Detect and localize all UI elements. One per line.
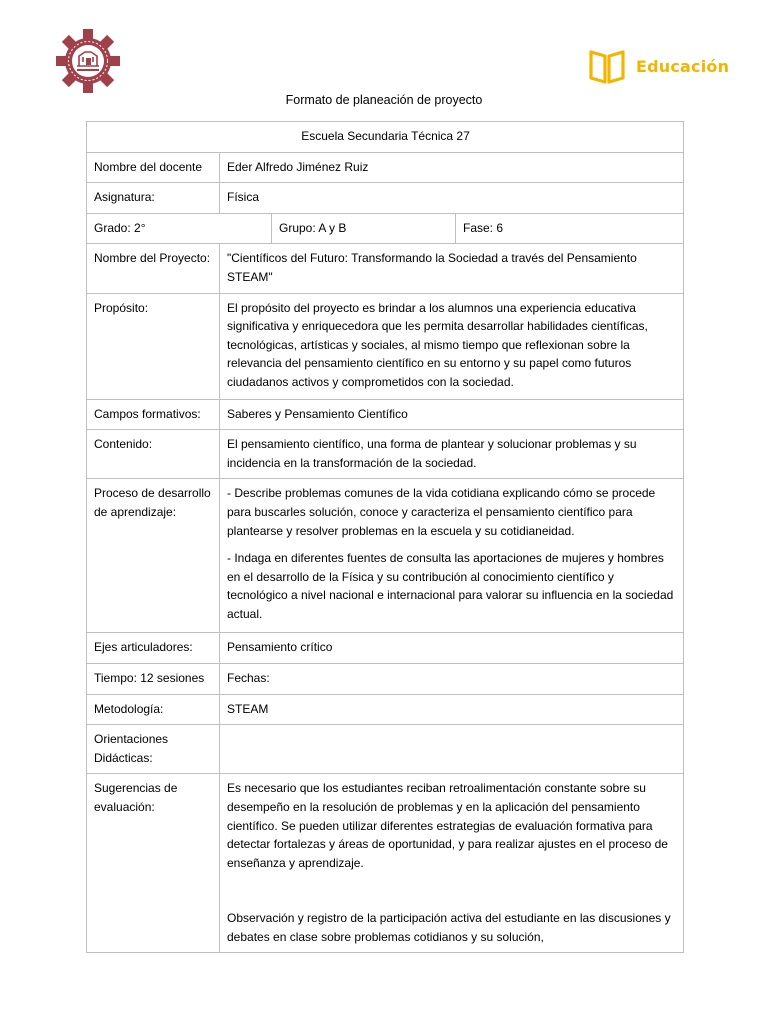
contenido-value: El pensamiento científico, una forma de plantear y solucionar problemas y su incidencia en la transformación de la sociedad.: [220, 430, 684, 479]
school-name: Escuela Secundaria Técnica 27: [87, 122, 684, 153]
proyecto-label: Nombre del Proyecto:: [87, 244, 220, 293]
proposito-label: Propósito:: [87, 293, 220, 399]
planning-table: [86, 121, 684, 953]
fase-cell: Fase: 6: [456, 213, 684, 244]
ejes-value: Pensamiento crítico: [220, 633, 684, 664]
document-title: Formato de planeación de proyecto: [285, 93, 483, 107]
metodologia-label: Metodología:: [87, 694, 220, 725]
open-book-icon: [588, 47, 626, 85]
brand-text: Educación: [636, 56, 730, 76]
proceso-value: [220, 479, 684, 633]
orientaciones-value: [220, 725, 684, 774]
educacion-logo: [588, 47, 729, 85]
proyecto-value: "Científicos del Futuro: Transformando la Sociedad a través del Pensamiento STEAM": [220, 244, 684, 293]
tiempo-label: Tiempo: 12 sesiones: [87, 663, 220, 694]
asignatura-value: Física: [220, 183, 684, 214]
grado-cell: Grado: 2°: [87, 213, 272, 244]
proceso-label: Proceso de desarrollo de aprendizaje:: [87, 479, 220, 633]
grupo-cell: Grupo: A y B: [272, 213, 456, 244]
sugerencias-label: Sugerencias de evaluación:: [87, 774, 220, 953]
docente-value: Eder Alfredo Jiménez Ruiz: [220, 152, 684, 183]
spacer: [227, 872, 677, 909]
fechas-label: Fechas:: [220, 663, 684, 694]
gear-seal-icon: [55, 28, 121, 94]
sugerencias-item-1: Es necesario que los estudiantes reciban retroalimentación constante sobre su desempeño en la resolución de problemas y en la aplicación del pensamiento científico. Se pueden utilizar diferentes estrategias de evaluación formativa para detectar fortalezas y áreas de oportunidad, y para realizar ajustes en el proceso de enseñanza y aprendizaje.: [227, 781, 668, 870]
sugerencias-item-2: Observación y registro de la participación activa del estudiante en las discusiones y debates en clase sobre problemas cotidianos y su solución,: [227, 911, 671, 944]
orientaciones-label: Orientaciones Didácticas:: [87, 725, 220, 774]
docente-label: Nombre del docente: [87, 152, 220, 183]
asignatura-label: Asignatura:: [87, 183, 220, 214]
sugerencias-value: [220, 774, 684, 953]
campos-value: Saberes y Pensamiento Científico: [220, 399, 684, 430]
proceso-item-2: - Indaga en diferentes fuentes de consulta las aportaciones de mujeres y hombres en el desarrollo de la Física y su contribución al conocimiento científico y tecnológico a nivel nacional e internacional para valorar su influencia en la sociedad actual.: [227, 551, 674, 621]
metodologia-value: STEAM: [220, 694, 684, 725]
proposito-value: El propósito del proyecto es brindar a los alumnos una experiencia educativa significativa y enriquecedora que les permita desarrollar habilidades científicas, tecnológicas, artísticas y sociales, al mismo tiempo que reflexionan sobre la relevancia del pensamiento científico en su entorno y su papel como futuros ciudadanos activos y comprometidos con la sociedad.: [220, 293, 684, 399]
proceso-item-1: - Describe problemas comunes de la vida cotidiana explicando cómo se procede para buscarles solución, conoce y caracteriza el pensamiento científico para plantearse y resolver problemas en la escuela y su cotidianeidad.: [227, 486, 656, 538]
ejes-label: Ejes articuladores:: [87, 633, 220, 664]
contenido-label: Contenido:: [87, 430, 220, 479]
campos-label: Campos formativos:: [87, 399, 220, 430]
